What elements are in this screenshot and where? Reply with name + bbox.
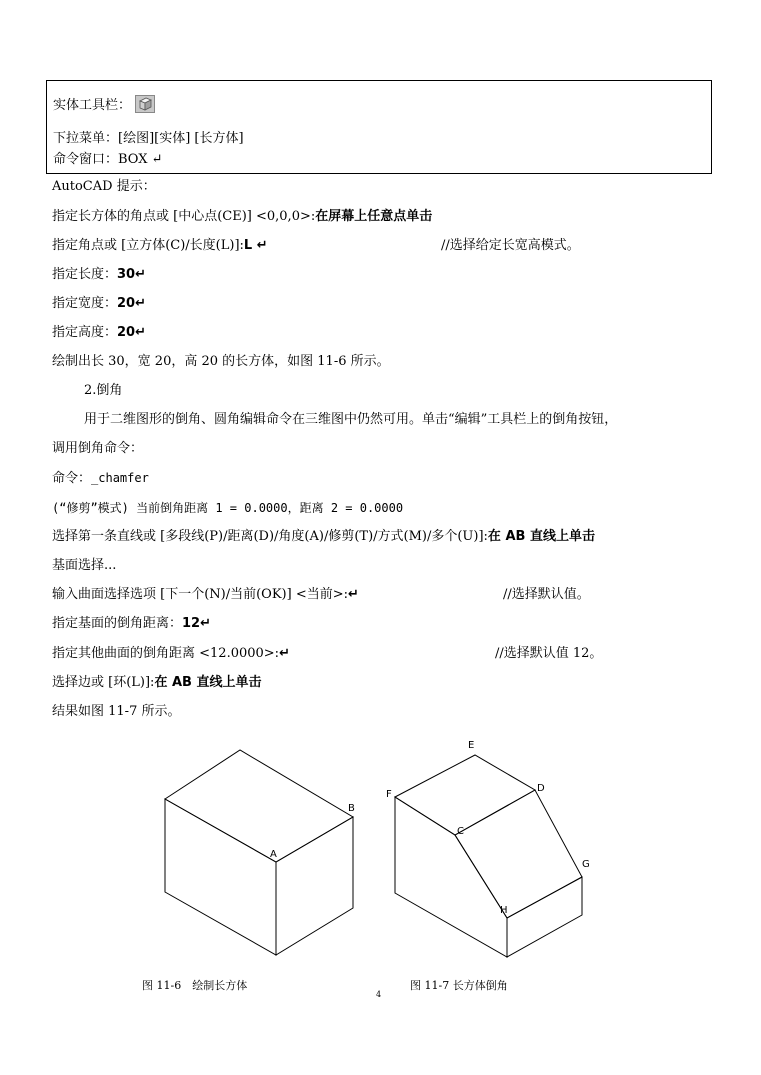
prompt-text: 指定高度： bbox=[52, 325, 118, 340]
prompt-line-1 bbox=[52, 209, 432, 225]
menu-line: 下拉菜单：[绘图][实体] [长方体] bbox=[53, 131, 244, 146]
prompt-line-base: 基面选择... bbox=[52, 558, 117, 573]
body-paragraph: 绘制出长 30，宽 20，高 20 的长方体，如图 11-6 所示。 bbox=[52, 354, 390, 369]
label-c: C bbox=[457, 826, 464, 837]
page-number: 4 bbox=[376, 990, 382, 999]
prompt-line-edge bbox=[52, 675, 261, 691]
prompt-command: _chamfer bbox=[91, 471, 149, 485]
prompt-line-5 bbox=[52, 325, 146, 341]
prompt-input: 12↵ bbox=[182, 616, 211, 631]
prompt-text: 选择第一条直线或 [多段线(P)/距离(D)/角度(A)/修剪(T)/方式(M)/多个(U)]: bbox=[52, 529, 488, 544]
prompt-text: 指定基面的倒角距离： bbox=[52, 616, 183, 631]
prompt-line-2 bbox=[52, 238, 268, 254]
prompt-input: 20↵ bbox=[117, 325, 146, 340]
prompt-line-other-distance bbox=[52, 646, 290, 662]
prompt-text: 指定角点或 [立方体(C)/长度(L)]: bbox=[52, 238, 244, 253]
prompt-line-mode: (“修剪”模式) 当前倒角距离 1 = 0.0000，距离 2 = 0.0000 bbox=[52, 501, 404, 515]
prompt-line-3 bbox=[52, 267, 146, 283]
label-h: H bbox=[500, 905, 508, 916]
label-d: D bbox=[537, 783, 545, 794]
prompt-text: 命令： bbox=[52, 471, 92, 486]
figure-chamfer-drawing bbox=[380, 735, 600, 960]
label-b: B bbox=[348, 803, 355, 814]
prompt-line-4 bbox=[52, 296, 146, 312]
prompt-input: 30↵ bbox=[117, 267, 146, 282]
command-line: 命令窗口：BOX ↵ bbox=[53, 152, 163, 167]
prompt-line-base-distance bbox=[52, 616, 211, 632]
prompt-comment: //选择默认值。 bbox=[503, 587, 590, 602]
label-e: E bbox=[468, 740, 475, 751]
body-paragraph: 结果如图 11-7 所示。 bbox=[52, 704, 181, 719]
prompt-text: 输入曲面选择选项 [下一个(N)/当前(OK)] <当前>: bbox=[52, 587, 348, 602]
prompt-input: 20↵ bbox=[117, 296, 146, 311]
figure-caption-11-7: 图 11-7 长方体倒角 bbox=[410, 979, 508, 992]
prompt-line-select bbox=[52, 529, 595, 545]
toolbar-label: 实体工具栏： bbox=[53, 98, 132, 113]
prompt-input: 在 AB 直线上单击 bbox=[154, 675, 262, 690]
prompt-line-surface bbox=[52, 587, 359, 603]
label-f: F bbox=[386, 789, 392, 800]
label-a: A bbox=[270, 849, 277, 860]
prompt-input: ↵ bbox=[348, 587, 359, 602]
prompt-text: 选择边或 [环(L)]: bbox=[52, 675, 155, 690]
prompt-text: 指定长度： bbox=[52, 267, 118, 282]
prompt-input: ↵ bbox=[279, 646, 290, 661]
body-paragraph: 调用倒角命令： bbox=[52, 441, 144, 456]
prompt-comment: //选择给定长宽高模式。 bbox=[441, 238, 580, 253]
autocad-prompt: AutoCAD 提示： bbox=[52, 179, 156, 194]
prompt-text: 指定宽度： bbox=[52, 296, 118, 311]
toolbar-line bbox=[53, 95, 155, 114]
box-solid-icon bbox=[135, 95, 155, 113]
prompt-input: L ↵ bbox=[243, 238, 268, 253]
prompt-text: 指定长方体的角点或 [中心点(CE)] <0,0,0>: bbox=[52, 209, 316, 224]
prompt-input: 在屏幕上任意点单击 bbox=[315, 209, 433, 224]
figure-box-drawing bbox=[150, 745, 380, 960]
label-g: G bbox=[582, 859, 590, 870]
body-paragraph: 用于二维图形的倒角、圆角编辑命令在三维图中仍然可用。单击“编辑”工具栏上的倒角按钮， bbox=[84, 412, 618, 427]
figure-caption-11-6: 图 11-6 绘制长方体 bbox=[142, 979, 248, 992]
section-heading: 2.倒角 bbox=[84, 383, 123, 398]
prompt-line-chamfer bbox=[52, 470, 149, 487]
prompt-text: 指定其他曲面的倒角距离 <12.0000>: bbox=[52, 646, 280, 661]
prompt-input: 在 AB 直线上单击 bbox=[487, 529, 595, 544]
prompt-comment: //选择默认值 12。 bbox=[495, 646, 603, 661]
command-info-box bbox=[46, 80, 712, 174]
